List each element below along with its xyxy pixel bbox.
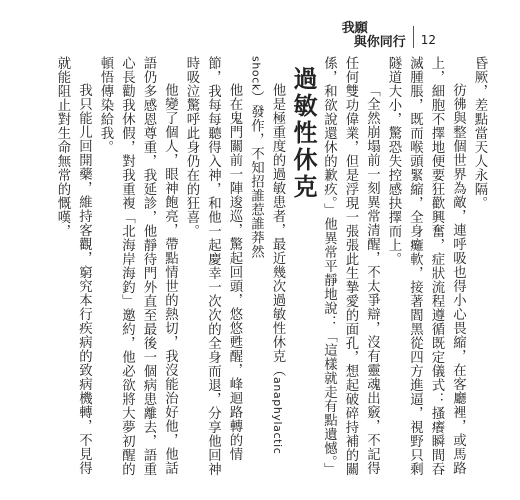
english-term: anaphylactic shock (249, 56, 284, 455)
chapter-opening-paragraph (245, 56, 288, 476)
chapter-title: 過敏性休克 (289, 66, 318, 201)
page-number: 12 (420, 33, 436, 47)
paragraph-quote: 「全然崩塌前一刻異常清醒，不太爭辯，沒有靈魂出竅，不記得任何雙功偉業，但是浮現一張張此生摯愛的面孔，想起破碎持補的關係，和欲說還休的歉疚。」他異常平靜地說：「這樣就走有點遺憾。」 (321, 56, 380, 477)
opening-text: 他是極重度的過敏患者，最近幾次過敏性休克（ (270, 82, 285, 377)
paragraph: 彷彿與整個世界為敵，連呼吸也得小心畏縮，在客廳裡，或馬路上，細胞不擇地便要狂歡興奮，症狀流程遵循既定儀式：搔癢瞬間吞滅腫脹，既而喉頭緊縮，全身癱軟，接著閻黑從四方進逼，視野只剩隧道大小，驚恐失控感抉擇而上。 (386, 56, 466, 476)
paragraph: 我只能儿回開藥，維持客觀，窮究本行疾病的致病機轉，不見得就能阻止對生命無常的慨嘆， (55, 56, 92, 475)
header-divider (413, 26, 414, 48)
opening-text-cont: ）發作，不知招誰惹誰莽然 (248, 90, 264, 259)
book-title-line-1: 我願 (341, 21, 368, 36)
book-title (342, 22, 406, 50)
body-text (10, 56, 490, 476)
paragraph: 他在鬼門關前一陣逡巡，驚起回頭，悠悠甦醒，峰迴路轉的情節，我每每聽得入神，和他一起慶幸一次次的全身而退，分享他回神時吸泣驚呼此身仍在的狂喜。 (184, 56, 242, 476)
book-title-line-2: 與你同行 (353, 35, 406, 50)
paragraph-carryover: 昏厥，差點當天人永隔。 (472, 56, 487, 210)
paragraph: 他變了個人，眼神飽亮，帶點情世的熱切，我沒能治好他，他話語仍多感恩尊重，我延診，他靜待門外直至最後一個病患離去，語重心長勸我休假，對我重複「北海岸海釣」邀約，他必欲將大夢初醒的頓悟傳染給我。 (98, 56, 178, 476)
running-head (342, 22, 436, 50)
